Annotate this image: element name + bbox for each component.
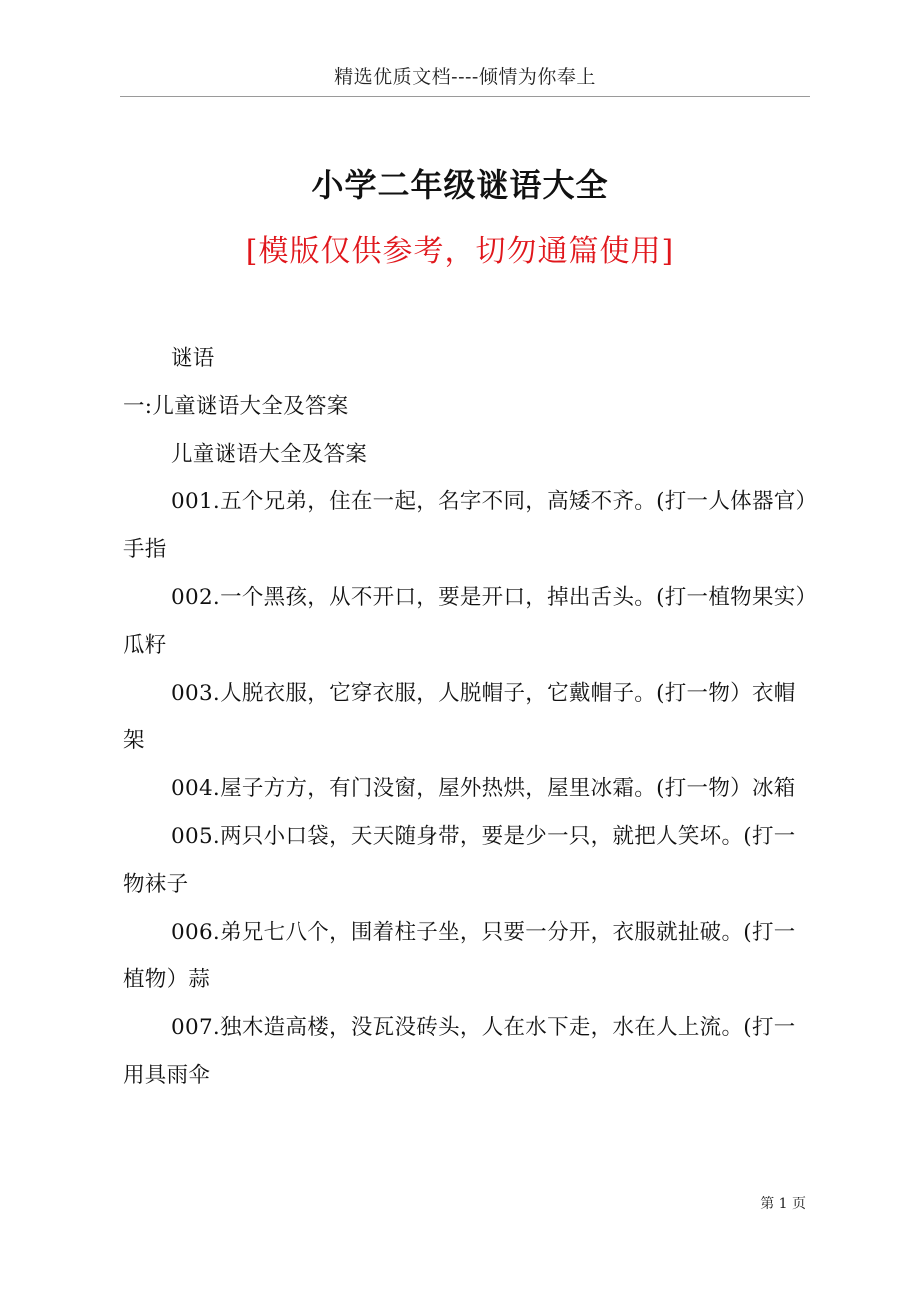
- page-number: 第 1 页: [760, 1196, 806, 1212]
- paragraph-heading: 儿童谜语大全及答案: [171, 441, 368, 467]
- riddle-item: 006.弟兄七八个，围着柱子坐，只要一分开，衣服就扯破。(打一植物）蒜: [123, 919, 796, 993]
- section-heading: 谜语: [171, 346, 215, 371]
- riddle-item: 001.五个兄弟，住在一起，名字不同，高矮不齐。(打一人体器官）手指: [123, 489, 807, 563]
- document-body: [123, 335, 813, 1100]
- riddle-item: 003.人脱衣服，它穿衣服，人脱帽子，它戴帽子。(打一物）衣帽架: [123, 680, 796, 754]
- template-notice: [模版仅供参考，切勿通篇使用]: [245, 234, 675, 269]
- riddle-item: 004.屋子方方，有门没窗，屋外热烘，屋里冰霜。(打一物）冰箱: [171, 776, 796, 802]
- document-title: 小学二年级谜语大全: [311, 166, 609, 204]
- document-header: 精选优质文档----倾情为你奉上: [120, 62, 810, 97]
- riddle-item: 005.两只小口袋，天天随身带，要是少一只，就把人笑坏。(打一物袜子: [123, 823, 796, 897]
- riddle-item: 002.一个黑孩，从不开口，要是开口，掉出舌头。(打一植物果实）瓜籽: [123, 584, 807, 658]
- riddle-item: 007.独木造高楼，没瓦没砖头，人在水下走，水在人上流。(打一用具雨伞: [123, 1015, 796, 1088]
- subsection-heading: 一:儿童谜语大全及答案: [123, 393, 349, 419]
